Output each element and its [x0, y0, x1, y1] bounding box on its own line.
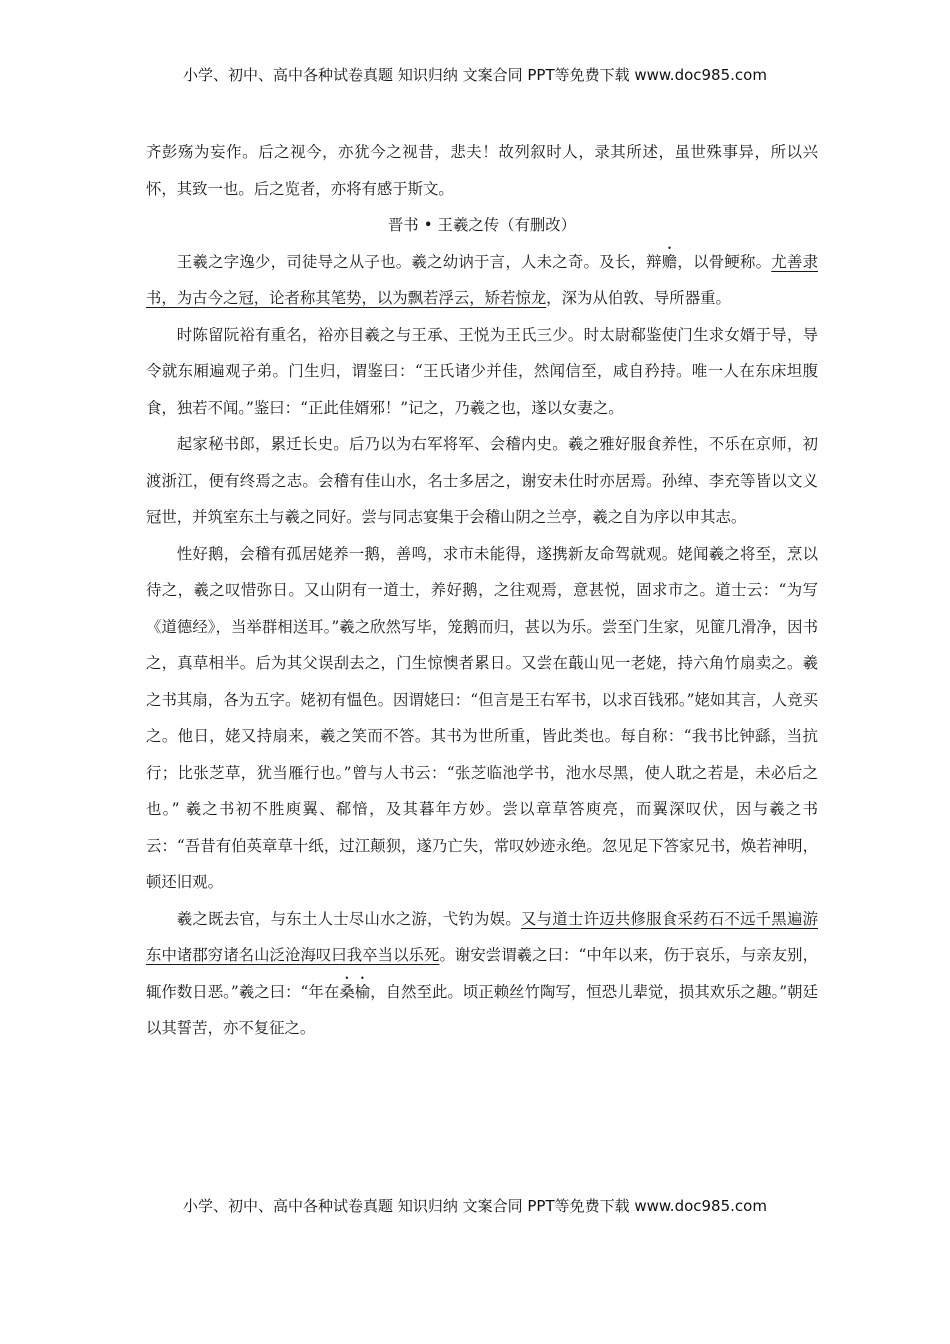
underlined-sentence: 尤善隶书，为古今之冠，论者称其笔势，以为飘若浮云，矫若惊龙 [146, 252, 818, 307]
article-title: 晋书 • 王羲之传（有删改） [387, 216, 577, 234]
document-body [146, 134, 818, 1047]
paragraph-5-part-b: 。谢安尝谓羲之曰：“中年以来，伤于哀乐，与亲友别，辄作数日恶。”羲之曰：“年在 [146, 946, 818, 1001]
paragraph-5 [146, 901, 818, 1047]
dotted-word: 桑榆 [339, 982, 371, 1001]
paragraph-3: 起家秘书郎，累迁长史。后乃以为右军将军、会稽内史。羲之雅好服食养性，不乐在京师，初渡浙江，便有终焉之志。会稽有佳山水，名士多居之，谢安未仕时亦居焉。孙绰、李充等皆以文义冠世，并筑室东土与羲之同好。尝与同志宴集于会稽山阴之兰亭，羲之自为序以申其志。 [146, 435, 818, 526]
underlined-unpunctuated-passage: 又与道士许迈共修服食采药石不远千黑遍游东中诸郡穷诸名山泛沧海叹曰我卒当以乐死 [146, 909, 818, 964]
paragraph-5-part-a: 羲之既去官，与东土人士尽山水之游，弋钓为娱。 [176, 909, 521, 928]
paragraph-1-part-b: ，以骨鲠称。 [677, 252, 772, 271]
paragraph-4: 性好鹅，会稽有孤居姥养一鹅，善鸣，求市未能得，遂携新友命驾就观。姥闻羲之将至，烹以待之，羲之叹惜弥日。又山阴有一道士，养好鹅，之往观焉，意甚悦，固求市之。道士云：“为写《道德经》，当举群相送耳。”羲之欣然写毕，笼鹅而归，甚以为乐。尝至门生家，见篚几滑净，因书之，真草相半。后为其父误刮去之，门生惊懊者累日。又尝在蕺山见一老姥，持六角竹扇卖之。羲之书其扇，各为五字。姥初有愠色。因谓姥曰：“但言是王右军书，以求百钱邪。”姥如其言，人竞买之。他日，姥又持扇来，羲之笑而不答。其书为世所重，皆此类也。每自称：“我书比钟繇，当抗行；比张芝草，犹当雁行也。”曾与人书云：“张芝临池学书，池水尽黑，使人耽之若是，未必后之也。” 羲之书初不胜庾翼、郗愔，及其暮年方妙。尝以章草答庾亮，而翼深叹伏，因与羲之书云：“吾昔有伯英章草十纸，过江颠狈，遂乃亡失，常叹妙迹永绝。忽见足下答家兄书，焕若神明，顿还旧观。 [146, 544, 818, 891]
page-header: 小学、初中、高中各种试卷真题 知识归纳 文案合同 PPT等免费下载 www.doc985.com [183, 66, 767, 84]
paragraph-2: 时陈留阮裕有重名，裕亦目羲之与王承、王悦为王氏三少。时太尉郗鉴使门生求女婿于导，导令就东厢遍观子弟。门生归，谓鉴曰：“王氏诸少并佳，然闻信至，咸自矜持。唯一人在东床坦腹食，独若不闻。”鉴曰：“正此佳婿邪！”记之，乃羲之也，遂以女妻之。 [146, 325, 818, 417]
paragraph-5-part-c: ，自然至此。顷正赖丝竹陶写，恒恐儿辈觉，损其欢乐之趣。”朝廷以其誓苦，亦不复征之。 [146, 982, 818, 1037]
paragraph-1 [146, 244, 818, 317]
paragraph-1-part-a: 王羲之字逸少，司徒导之从子也。羲之幼讷于言，人未之奇。及长，辩 [176, 252, 662, 271]
paragraph-1-part-c: ，深为从伯敦、导所器重。 [546, 289, 731, 307]
dotted-word: 赡 [661, 252, 678, 271]
preface-paragraph: 齐彭殇为妄作。后之视今，亦犹今之视昔，悲夫！故列叙时人，录其所述，虽世殊事异，所以兴怀，其致一也。后之览者，亦将有感于斯文。 [146, 143, 818, 198]
page-footer: 小学、初中、高中各种试卷真题 知识归纳 文案合同 PPT等免费下载 www.doc985.com [183, 1197, 767, 1215]
